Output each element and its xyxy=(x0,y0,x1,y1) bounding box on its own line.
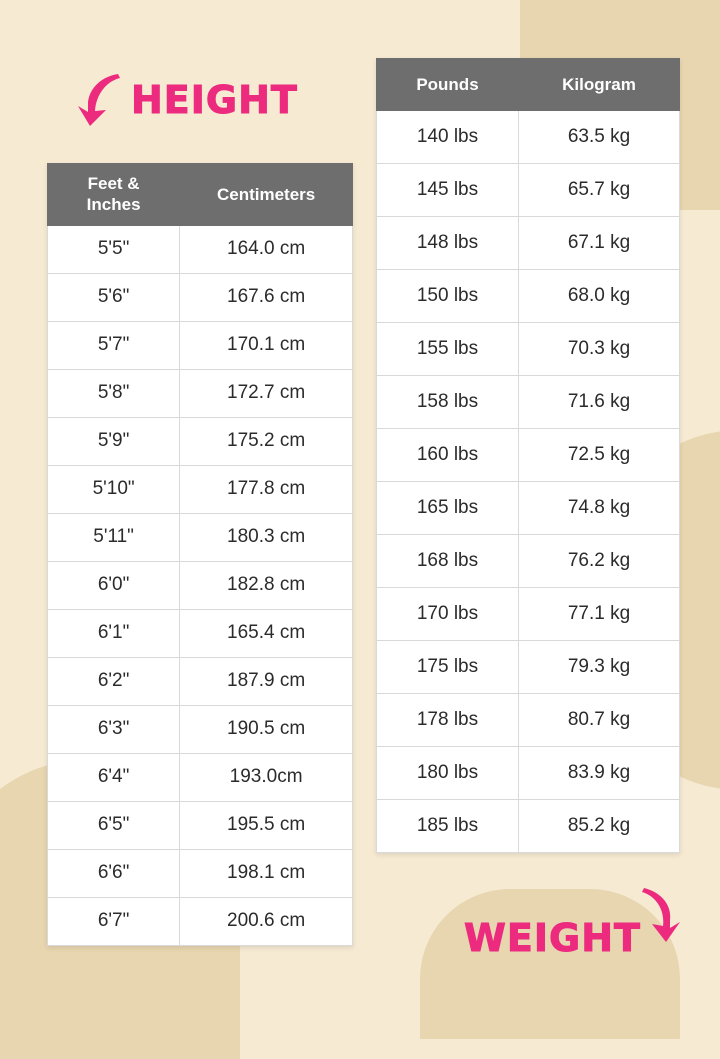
column-header-centimeters: Centimeters xyxy=(180,164,353,226)
table-row xyxy=(377,429,680,482)
table-cell: 158 lbs xyxy=(377,376,519,429)
table-row xyxy=(377,641,680,694)
table-row xyxy=(377,588,680,641)
table-cell: 167.6 cm xyxy=(180,273,353,321)
table-cell: 65.7 kg xyxy=(518,164,679,217)
table-cell: 6'4" xyxy=(48,753,180,801)
table-cell: 180 lbs xyxy=(377,747,519,800)
table-cell: 68.0 kg xyxy=(518,270,679,323)
table-cell: 200.6 cm xyxy=(180,897,353,945)
table-cell: 145 lbs xyxy=(377,164,519,217)
table-cell: 5'9" xyxy=(48,417,180,465)
table-row xyxy=(48,801,353,849)
table-cell: 193.0cm xyxy=(180,753,353,801)
table-cell: 160 lbs xyxy=(377,429,519,482)
table-cell: 76.2 kg xyxy=(518,535,679,588)
table-cell: 170 lbs xyxy=(377,588,519,641)
table-cell: 140 lbs xyxy=(377,111,519,164)
height-table-body xyxy=(48,225,353,945)
table-cell: 6'3" xyxy=(48,705,180,753)
table-cell: 5'5" xyxy=(48,225,180,273)
table-row xyxy=(377,535,680,588)
table-cell: 155 lbs xyxy=(377,323,519,376)
table-cell: 5'6" xyxy=(48,273,180,321)
table-cell: 63.5 kg xyxy=(518,111,679,164)
table-cell: 6'6" xyxy=(48,849,180,897)
table-cell: 150 lbs xyxy=(377,270,519,323)
table-cell: 5'7" xyxy=(48,321,180,369)
table-cell: 165 lbs xyxy=(377,482,519,535)
table-row xyxy=(377,694,680,747)
table-row xyxy=(377,800,680,853)
table-cell: 67.1 kg xyxy=(518,217,679,270)
weight-conversion-table xyxy=(376,58,680,853)
table-row xyxy=(48,273,353,321)
table-row xyxy=(377,376,680,429)
column-header-feet-inches xyxy=(48,164,180,226)
table-cell: 148 lbs xyxy=(377,217,519,270)
height-conversion-table xyxy=(47,163,353,946)
height-section-label: HEIGHT xyxy=(131,78,298,122)
table-cell: 190.5 cm xyxy=(180,705,353,753)
table-cell: 180.3 cm xyxy=(180,513,353,561)
table-cell: 187.9 cm xyxy=(180,657,353,705)
column-header-line1: Feet & xyxy=(87,174,140,193)
table-cell: 72.5 kg xyxy=(518,429,679,482)
column-header-line2: Inches xyxy=(86,195,141,215)
table-cell: 5'10" xyxy=(48,465,180,513)
table-cell: 70.3 kg xyxy=(518,323,679,376)
table-cell: 198.1 cm xyxy=(180,849,353,897)
weight-table-body xyxy=(377,111,680,853)
table-cell: 168 lbs xyxy=(377,535,519,588)
table-cell: 71.6 kg xyxy=(518,376,679,429)
table-row xyxy=(377,164,680,217)
table-cell: 175 lbs xyxy=(377,641,519,694)
table-cell: 79.3 kg xyxy=(518,641,679,694)
table-cell: 182.8 cm xyxy=(180,561,353,609)
table-cell: 6'2" xyxy=(48,657,180,705)
table-cell: 165.4 cm xyxy=(180,609,353,657)
table-row xyxy=(48,321,353,369)
table-cell: 6'0" xyxy=(48,561,180,609)
table-cell: 170.1 cm xyxy=(180,321,353,369)
table-cell: 175.2 cm xyxy=(180,417,353,465)
table-row xyxy=(48,609,353,657)
table-row xyxy=(48,753,353,801)
table-row xyxy=(377,747,680,800)
table-row xyxy=(377,111,680,164)
table-cell: 80.7 kg xyxy=(518,694,679,747)
table-row xyxy=(377,482,680,535)
weight-section-label: WEIGHT xyxy=(464,916,641,960)
table-cell: 177.8 cm xyxy=(180,465,353,513)
table-cell: 74.8 kg xyxy=(518,482,679,535)
table-row xyxy=(48,225,353,273)
table-row xyxy=(377,323,680,376)
curved-arrow-icon-height xyxy=(76,72,122,128)
table-row xyxy=(377,270,680,323)
table-cell: 185 lbs xyxy=(377,800,519,853)
table-row xyxy=(48,561,353,609)
table-cell: 6'5" xyxy=(48,801,180,849)
table-row xyxy=(48,417,353,465)
table-row xyxy=(48,513,353,561)
column-header-pounds: Pounds xyxy=(377,59,519,111)
table-cell: 77.1 kg xyxy=(518,588,679,641)
table-cell: 85.2 kg xyxy=(518,800,679,853)
table-row xyxy=(48,705,353,753)
table-header-row xyxy=(377,59,680,111)
table-cell: 5'8" xyxy=(48,369,180,417)
table-row xyxy=(48,465,353,513)
table-header-row xyxy=(48,164,353,226)
table-cell: 172.7 cm xyxy=(180,369,353,417)
table-cell: 6'1" xyxy=(48,609,180,657)
table-row xyxy=(48,849,353,897)
table-cell: 164.0 cm xyxy=(180,225,353,273)
table-row xyxy=(377,217,680,270)
table-cell: 5'11" xyxy=(48,513,180,561)
table-row xyxy=(48,897,353,945)
table-row xyxy=(48,657,353,705)
table-cell: 83.9 kg xyxy=(518,747,679,800)
table-cell: 195.5 cm xyxy=(180,801,353,849)
table-cell: 6'7" xyxy=(48,897,180,945)
column-header-kilogram: Kilogram xyxy=(518,59,679,111)
table-row xyxy=(48,369,353,417)
curved-arrow-icon-weight xyxy=(634,886,680,942)
table-cell: 178 lbs xyxy=(377,694,519,747)
